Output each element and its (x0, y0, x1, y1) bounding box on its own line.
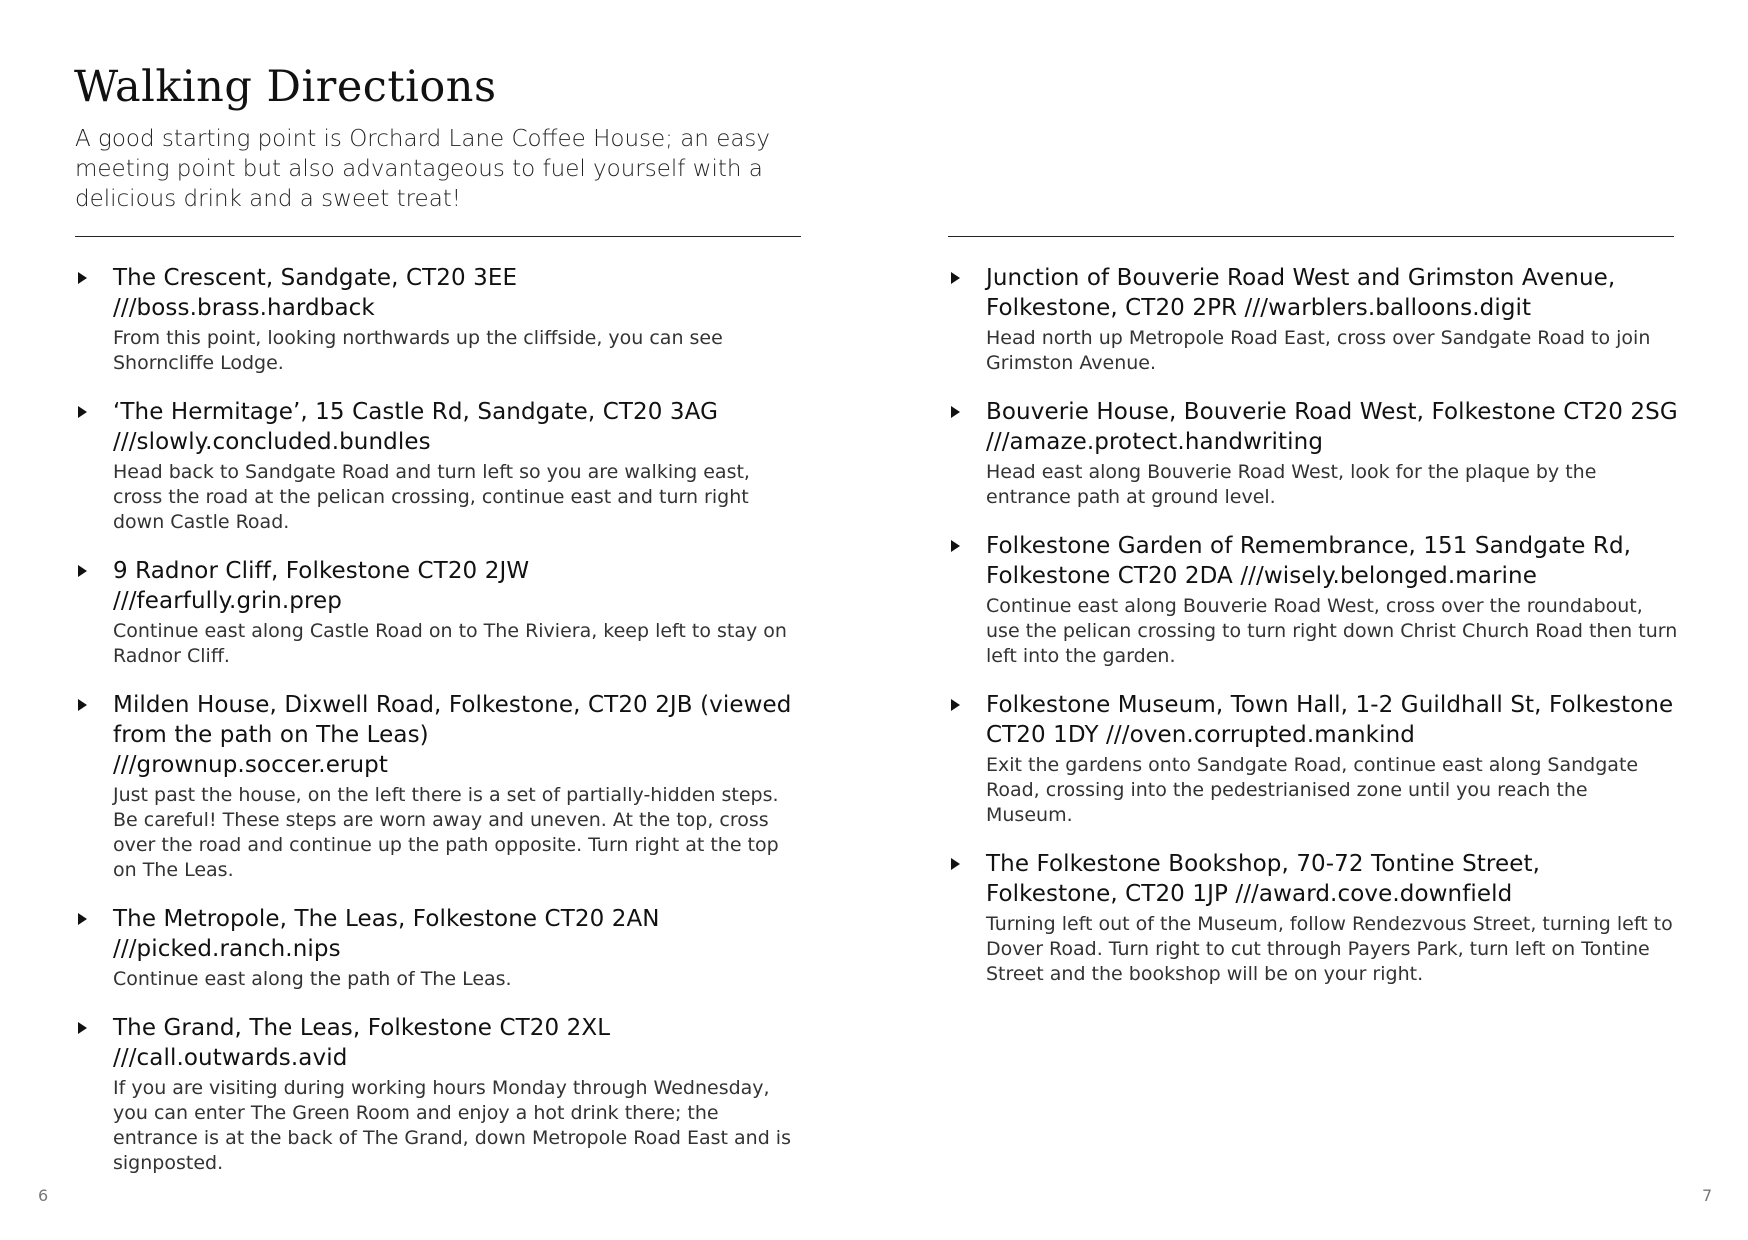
direction-item (948, 849, 1678, 987)
triangle-bullet-icon (951, 272, 960, 284)
location-heading (113, 556, 795, 616)
direction-item (75, 556, 795, 669)
triangle-bullet-icon (78, 406, 87, 418)
location-heading (113, 690, 795, 780)
location-address: The Crescent, Sandgate, CT20 3EE (113, 265, 518, 291)
page-title: Walking Directions (74, 62, 497, 112)
triangle-bullet-icon (78, 699, 87, 711)
direction-item (75, 904, 795, 992)
direction-text: Continue east along Castle Road on to The Riviera, keep left to stay on Radnor Cliff. (113, 620, 787, 667)
location-address: The Grand, The Leas, Folkestone CT20 2XL (113, 1015, 611, 1041)
location-heading (113, 263, 795, 323)
direction-text: Just past the house, on the left there is a set of partially-hidden steps. Be careful! These steps are worn away and uneven. At the top, cross over the road and continue up the path opposite. Turn right at the top on The Leas. (113, 784, 779, 881)
what3words-address: ///award.cove.downfield (1235, 881, 1513, 907)
what3words-address: ///oven.corrupted.mankind (1106, 722, 1415, 748)
location-address: Junction of Bouverie Road West and Grimston Avenue, Folkestone, CT20 2PR (986, 265, 1616, 321)
location-heading (113, 1013, 795, 1073)
direction-text: Head back to Sandgate Road and turn left so you are walking east, cross the road at the pelican crossing, continue east and turn right down Castle Road. (113, 461, 750, 533)
what3words-address: ///call.outwards.avid (113, 1045, 348, 1071)
location-heading (986, 531, 1678, 591)
what3words-address: ///wisely.belonged.marine (1240, 563, 1537, 589)
direction-item (948, 397, 1678, 510)
direction-text: From this point, looking northwards up the cliffside, you can see Shorncliffe Lodge. (113, 327, 723, 374)
what3words-address: ///amaze.protect.handwriting (986, 429, 1324, 455)
what3words-address: ///slowly.concluded.bundles (113, 429, 431, 455)
intro-text: A good starting point is Orchard Lane Coffee House; an easy meeting point but also advantageous to fuel yourself with a delicious drink and a sweet treat! (75, 126, 771, 212)
directions-list-right (948, 263, 1678, 1008)
triangle-bullet-icon (78, 565, 87, 577)
location-address: 9 Radnor Cliff, Folkestone CT20 2JW (113, 558, 530, 584)
triangle-bullet-icon (951, 540, 960, 552)
location-heading (113, 904, 795, 964)
direction-item (948, 263, 1678, 376)
triangle-bullet-icon (78, 913, 87, 925)
location-address: Bouverie House, Bouverie Road West, Folkestone CT20 2SG (986, 399, 1678, 425)
divider-left (75, 236, 801, 237)
what3words-address: ///fearfully.grin.prep (113, 588, 342, 614)
direction-text: Exit the gardens onto Sandgate Road, continue east along Sandgate Road, crossing into the pedestrianised zone until you reach the Museum. (986, 754, 1639, 826)
page-number-left: 6 (38, 1186, 49, 1205)
what3words-address: ///warblers.balloons.digit (1244, 295, 1532, 321)
location-address: The Folkestone Bookshop, 70-72 Tontine Street, Folkestone, CT20 1JP (986, 851, 1540, 907)
direction-text: Head east along Bouverie Road West, look for the plaque by the entrance path at ground level. (986, 461, 1597, 508)
page-number-right: 7 (1702, 1186, 1713, 1205)
triangle-bullet-icon (78, 1022, 87, 1034)
direction-text: Continue east along the path of The Leas. (113, 968, 512, 990)
triangle-bullet-icon (951, 858, 960, 870)
location-heading (113, 397, 795, 457)
triangle-bullet-icon (951, 406, 960, 418)
triangle-bullet-icon (78, 272, 87, 284)
direction-item (948, 690, 1678, 828)
location-heading (986, 397, 1678, 457)
location-address: Milden House, Dixwell Road, Folkestone, CT20 2JB (viewed from the path on The Leas) (113, 692, 792, 748)
direction-item (75, 397, 795, 535)
direction-text: Continue east along Bouverie Road West, cross over the roundabout, use the pelican crossing to turn right down Christ Church Road then turn left into the garden. (986, 595, 1678, 667)
what3words-address: ///picked.ranch.nips (113, 936, 341, 962)
location-address: Folkestone Museum, Town Hall, 1-2 Guildhall St, Folkestone CT20 1DY (986, 692, 1674, 748)
location-address: ‘The Hermitage’, 15 Castle Rd, Sandgate, CT20 3AG (113, 399, 718, 425)
what3words-address: ///grownup.soccer.erupt (113, 752, 388, 778)
direction-text: Turning left out of the Museum, follow Rendezvous Street, turning left to Dover Road. Turn right to cut through Payers Park, turn left on Tontine Street and the bookshop will be on your right. (986, 913, 1673, 985)
triangle-bullet-icon (951, 699, 960, 711)
direction-text: Head north up Metropole Road East, cross over Sandgate Road to join Grimston Avenue. (986, 327, 1651, 374)
direction-item (75, 690, 795, 883)
direction-item (75, 1013, 795, 1176)
location-address: Folkestone Garden of Remembrance, 151 Sandgate Rd, Folkestone CT20 2DA (986, 533, 1632, 589)
direction-item (75, 263, 795, 376)
location-heading (986, 849, 1678, 909)
location-heading (986, 263, 1678, 323)
location-address: The Metropole, The Leas, Folkestone CT20 2AN (113, 906, 660, 932)
directions-list-left (75, 263, 795, 1197)
direction-text: If you are visiting during working hours Monday through Wednesday, you can enter The Green Room and enjoy a hot drink there; the entrance is at the back of The Grand, down Metropole Road East and is signposted. (113, 1077, 791, 1174)
direction-item (948, 531, 1678, 669)
what3words-address: ///boss.brass.hardback (113, 295, 375, 321)
location-heading (986, 690, 1678, 750)
divider-right (948, 236, 1674, 237)
